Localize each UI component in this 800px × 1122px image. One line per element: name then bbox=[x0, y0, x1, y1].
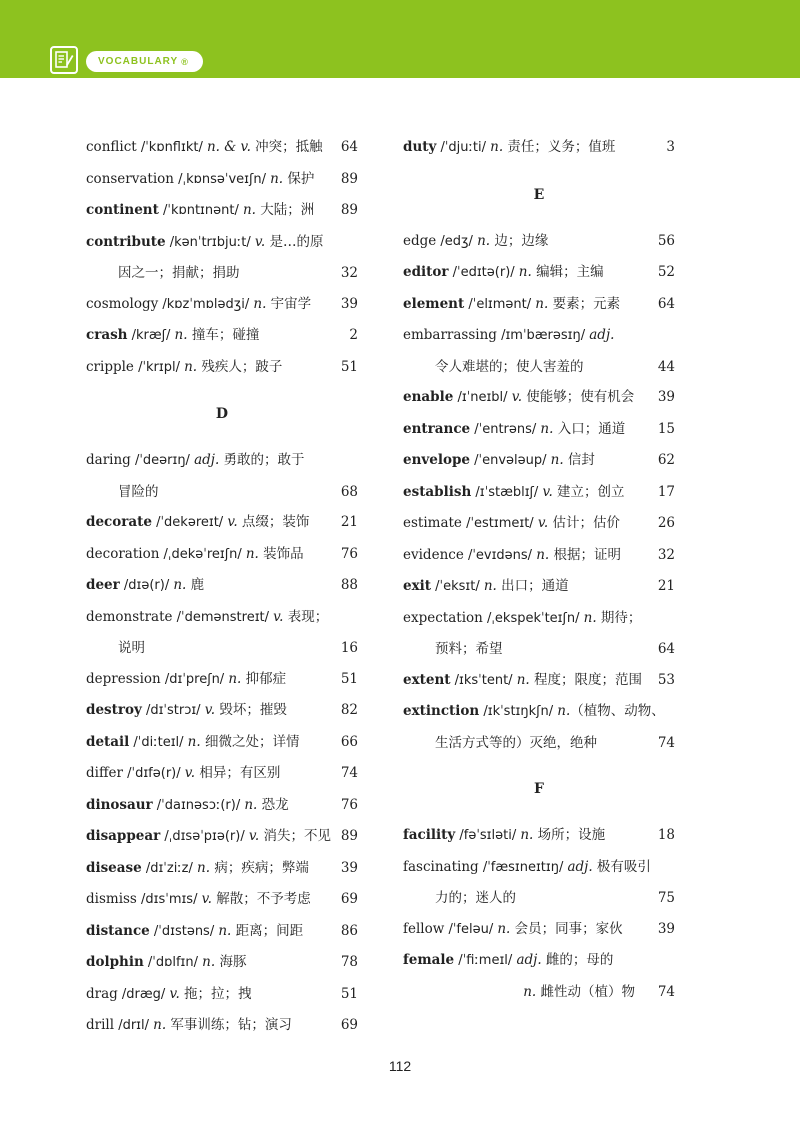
headword: drill bbox=[86, 1017, 115, 1033]
vocab-entry bbox=[86, 507, 358, 539]
part-of-speech: n. bbox=[184, 358, 198, 375]
phonetic: /ˌkɒnsəˈveɪʃn/ bbox=[174, 171, 271, 187]
definition: 毁坏；摧毁 bbox=[215, 702, 287, 718]
page-ref: 18 bbox=[657, 827, 675, 843]
page-ref: 69 bbox=[340, 891, 358, 907]
page-ref: 44 bbox=[657, 358, 675, 375]
headword: estimate bbox=[403, 515, 462, 531]
definition: 建立；创立 bbox=[552, 483, 625, 500]
headword: disappear bbox=[86, 828, 161, 844]
definition: 雌的；母的 bbox=[541, 952, 614, 968]
part-of-speech: n. bbox=[483, 578, 497, 594]
vocab-entry bbox=[86, 695, 358, 727]
vocab-entry bbox=[403, 477, 675, 509]
part-of-speech: n. bbox=[153, 1017, 167, 1033]
definition-continuation bbox=[86, 633, 358, 664]
part-of-speech: v. bbox=[201, 891, 212, 907]
phonetic: /ˈkɒnflɪkt/ bbox=[136, 140, 207, 155]
part-of-speech: n. bbox=[253, 295, 267, 312]
headword: demonstrate bbox=[86, 608, 173, 625]
header-bar bbox=[0, 0, 800, 78]
page-ref: 82 bbox=[340, 702, 358, 718]
part-of-speech: n. bbox=[583, 609, 597, 626]
headword: dinosaur bbox=[86, 796, 153, 813]
phonetic: /ˈenvələup/ bbox=[470, 453, 551, 468]
headword: duty bbox=[403, 139, 437, 155]
section-letter: D bbox=[215, 406, 229, 422]
definition: 编辑；主编 bbox=[531, 264, 604, 280]
definition: 解散；不予考虑 bbox=[211, 891, 311, 907]
definition: 消失；不见 bbox=[259, 828, 331, 844]
part-of-speech: n. bbox=[202, 954, 216, 970]
phonetic: /ˈdɪstəns/ bbox=[149, 923, 219, 939]
headword: crash bbox=[86, 327, 128, 343]
headword: depression bbox=[86, 670, 161, 687]
registered-mark: ® bbox=[181, 56, 189, 67]
page-ref: 26 bbox=[657, 515, 675, 531]
vocab-entry bbox=[403, 914, 675, 946]
part-of-speech: adj. bbox=[567, 858, 593, 875]
vocab-entry bbox=[86, 758, 358, 790]
definition: 撞车；碰撞 bbox=[187, 327, 260, 343]
page-ref: 89 bbox=[340, 202, 358, 218]
phonetic: /ˈdekəreɪt/ bbox=[151, 515, 228, 530]
page-ref: 39 bbox=[657, 389, 675, 405]
page-ref: 3 bbox=[666, 139, 675, 155]
definition-continuation bbox=[403, 883, 675, 914]
headword: entrance bbox=[403, 420, 471, 437]
definition: 装饰品 bbox=[258, 545, 304, 562]
section-label bbox=[86, 51, 203, 72]
definition: 点缀；装饰 bbox=[237, 514, 310, 530]
page-ref: 51 bbox=[340, 670, 358, 687]
definition: 使能够；使有机会 bbox=[522, 389, 635, 405]
definition: 宇宙学 bbox=[266, 295, 312, 312]
vocab-entry bbox=[86, 916, 358, 948]
headword: daring bbox=[86, 452, 131, 468]
page-ref: 64 bbox=[340, 139, 358, 155]
headword: decoration bbox=[86, 545, 160, 562]
vocab-entry bbox=[86, 195, 358, 227]
part-of-speech: n. bbox=[523, 983, 537, 1000]
definition: 信封 bbox=[563, 452, 595, 468]
phonetic: /dɪsˈmɪs/ bbox=[136, 892, 202, 907]
part-of-speech: v. bbox=[542, 483, 553, 500]
part-of-speech: adj. bbox=[516, 952, 542, 968]
definition-continuation bbox=[86, 258, 358, 289]
page-ref: 39 bbox=[657, 920, 675, 937]
vocab-entry bbox=[403, 820, 675, 852]
vocab-entry bbox=[403, 508, 675, 540]
part-of-speech: n. bbox=[535, 295, 549, 312]
part-of-speech: n. bbox=[218, 922, 232, 939]
part-of-speech: n. bbox=[518, 264, 532, 280]
definition: 根据；证明 bbox=[549, 546, 621, 563]
headword: establish bbox=[403, 483, 472, 500]
vocab-entry bbox=[403, 665, 675, 697]
headword: extent bbox=[403, 671, 451, 688]
phonetic: /ˈdɒlfɪn/ bbox=[143, 955, 203, 970]
definition: 鹿 bbox=[186, 577, 205, 593]
vocab-entry bbox=[403, 226, 675, 258]
part-of-speech: v. bbox=[227, 514, 238, 530]
headword: dolphin bbox=[86, 954, 144, 970]
phonetic: /ˈevɪdəns/ bbox=[463, 547, 537, 563]
vocab-entry bbox=[86, 445, 358, 477]
headword: differ bbox=[86, 765, 123, 781]
headword: element bbox=[403, 295, 465, 312]
page-ref: 62 bbox=[657, 452, 675, 468]
definition: 责任；义务；值班 bbox=[503, 139, 616, 155]
section-letter: F bbox=[534, 781, 544, 797]
headword: drag bbox=[86, 985, 118, 1002]
vocab-entry bbox=[403, 257, 675, 289]
page-ref: 74 bbox=[657, 734, 675, 751]
definition: 冲突；抵触 bbox=[250, 139, 323, 155]
definition: 相异；有区别 bbox=[195, 765, 281, 781]
page-ref: 52 bbox=[657, 264, 675, 280]
headword: editor bbox=[403, 264, 449, 280]
part-of-speech: n. bbox=[536, 546, 550, 563]
definition: 要素；元素 bbox=[548, 295, 621, 312]
part-of-speech: n. bbox=[497, 920, 511, 937]
headword: embarrassing bbox=[403, 327, 497, 343]
phonetic: /dræg/ bbox=[117, 986, 170, 1002]
phonetic: /ɪksˈtent/ bbox=[450, 672, 517, 688]
vocab-entry bbox=[86, 164, 358, 196]
part-of-speech: n. bbox=[242, 202, 256, 218]
definition: 场所；设施 bbox=[533, 827, 606, 843]
part-of-speech: n. bbox=[490, 139, 504, 155]
part-of-speech: v. bbox=[204, 702, 216, 718]
page-ref: 78 bbox=[340, 954, 358, 970]
page-ref: 39 bbox=[340, 295, 358, 312]
headword: distance bbox=[86, 922, 150, 939]
vocab-entry bbox=[403, 540, 675, 572]
definition: 出口；通道 bbox=[496, 578, 569, 594]
phonetic: /ˈdemənstreɪt/ bbox=[172, 609, 274, 625]
headword: disease bbox=[86, 859, 142, 876]
phonetic: /ˈdjuːti/ bbox=[436, 140, 491, 155]
headword: deer bbox=[86, 577, 120, 593]
definition-continuation bbox=[403, 977, 675, 1008]
part-of-speech: v. bbox=[511, 389, 523, 405]
vocab-entry bbox=[86, 853, 358, 885]
page-ref: 89 bbox=[340, 828, 358, 844]
definition: 极有吸引 bbox=[592, 858, 651, 875]
definition-continuation bbox=[86, 477, 358, 508]
phonetic: /dɪˈpreʃn/ bbox=[160, 671, 229, 687]
page-ref: 74 bbox=[657, 983, 675, 1000]
page-ref: 64 bbox=[657, 641, 675, 657]
part-of-speech: v. bbox=[169, 985, 180, 1002]
part-of-speech: v. bbox=[254, 233, 266, 250]
part-of-speech: n. bbox=[540, 420, 554, 437]
phonetic: /ˈeksɪt/ bbox=[431, 579, 484, 594]
part-of-speech: n. bbox=[550, 452, 564, 468]
page-number: 112 bbox=[388, 1058, 412, 1074]
page-ref: 89 bbox=[340, 170, 358, 187]
headword: envelope bbox=[403, 452, 470, 468]
part-of-speech: n. bbox=[197, 859, 211, 876]
part-of-speech: n. bbox=[516, 671, 530, 688]
page-ref: 17 bbox=[657, 483, 675, 500]
part-of-speech: n. & v. bbox=[206, 139, 251, 155]
vocab-entry bbox=[403, 945, 675, 977]
phonetic: /dɪˈziːz/ bbox=[141, 860, 198, 876]
part-of-speech: n. bbox=[245, 545, 259, 562]
headword: extinction bbox=[403, 703, 480, 719]
vocab-entry bbox=[403, 603, 675, 635]
vocab-entry bbox=[86, 320, 358, 352]
headword: facility bbox=[403, 827, 456, 843]
definition: 残疾人；跛子 bbox=[197, 358, 283, 375]
page-ref: 39 bbox=[340, 859, 358, 876]
definition-continuation bbox=[403, 634, 675, 665]
definition: 拖；拉；拽 bbox=[179, 985, 252, 1002]
page-ref: 51 bbox=[340, 985, 358, 1002]
part-of-speech: n. bbox=[187, 733, 201, 750]
definition: 入口；通道 bbox=[553, 420, 626, 437]
headword: conflict bbox=[86, 139, 137, 155]
definition: 表现； bbox=[283, 608, 329, 625]
phonetic: /ˈelɪmənt/ bbox=[464, 296, 536, 312]
part-of-speech: n. bbox=[557, 703, 571, 719]
page-ref: 74 bbox=[340, 765, 358, 781]
definition: 生活方式等的）灭绝，绝种 bbox=[435, 734, 597, 751]
part-of-speech: n. bbox=[244, 796, 258, 813]
phonetic: /ɪmˈbærəsɪŋ/ bbox=[496, 328, 590, 343]
phonetic: /ˈdeərɪŋ/ bbox=[130, 453, 195, 468]
definition: 说明 bbox=[118, 640, 145, 656]
vocab-entry bbox=[403, 571, 675, 603]
definition: 是…的原 bbox=[265, 233, 324, 250]
definition: 预料；希望 bbox=[435, 641, 503, 657]
page-ref: 21 bbox=[657, 578, 675, 594]
vocab-entry bbox=[86, 570, 358, 602]
definition-continuation bbox=[403, 728, 675, 759]
page-ref: 15 bbox=[657, 420, 675, 437]
part-of-speech: n. bbox=[520, 827, 534, 843]
vocab-entry bbox=[86, 884, 358, 916]
headword: exit bbox=[403, 578, 432, 594]
vocab-entry bbox=[403, 289, 675, 321]
vocab-entry bbox=[86, 289, 358, 321]
phonetic: /dɪə(r)/ bbox=[119, 578, 174, 593]
definition: 军事训练；钻；演习 bbox=[166, 1017, 292, 1033]
phonetic: /fəˈsɪləti/ bbox=[455, 828, 521, 843]
part-of-speech: adj. bbox=[194, 452, 220, 468]
phonetic: /ˈdɪfə(r)/ bbox=[123, 766, 185, 781]
page-ref: 69 bbox=[340, 1017, 358, 1033]
vocab-entry bbox=[403, 852, 675, 884]
definition: 距离；间距 bbox=[231, 922, 304, 939]
part-of-speech: n. bbox=[173, 577, 187, 593]
part-of-speech: n. bbox=[477, 232, 491, 249]
page-ref: 66 bbox=[340, 733, 358, 750]
page-ref: 75 bbox=[657, 890, 675, 906]
definition: 程度；限度；范围 bbox=[529, 671, 642, 688]
definition: 病；疾病；弊端 bbox=[210, 859, 309, 876]
definition-continuation bbox=[403, 352, 675, 383]
definition: 保护 bbox=[283, 170, 315, 187]
section-label-text: VOCABULARY bbox=[98, 56, 179, 67]
definition: 勇敢的；敢于 bbox=[219, 452, 305, 468]
phonetic: /ˈedɪtə(r)/ bbox=[448, 265, 519, 280]
right-column bbox=[403, 132, 675, 1007]
definition: 期待； bbox=[596, 609, 642, 626]
left-column bbox=[86, 132, 358, 1042]
part-of-speech: v. bbox=[273, 608, 284, 625]
definition: 大陆；洲 bbox=[255, 202, 315, 218]
page-ref: 51 bbox=[340, 358, 358, 375]
phonetic: /ɪkˈstɪŋkʃn/ bbox=[479, 704, 558, 719]
vocab-entry bbox=[86, 1010, 358, 1042]
page-ref: 32 bbox=[657, 546, 675, 563]
vocab-entry bbox=[403, 132, 675, 164]
phonetic: /ˈfiːmeɪl/ bbox=[454, 953, 517, 968]
section-letter: E bbox=[533, 186, 545, 203]
definition: 细微之处；详情 bbox=[200, 733, 300, 750]
headword: enable bbox=[403, 389, 454, 405]
phonetic: /ˌdɪsəˈpɪə(r)/ bbox=[160, 829, 249, 844]
phonetic: /ˈfæsɪneɪtɪŋ/ bbox=[478, 859, 568, 875]
part-of-speech: n. bbox=[174, 327, 188, 343]
notebook-pencil-icon bbox=[50, 46, 78, 74]
vocab-entry bbox=[86, 790, 358, 822]
page-ref: 86 bbox=[340, 922, 358, 939]
vocab-entry bbox=[86, 227, 358, 259]
page-ref: 16 bbox=[340, 640, 358, 656]
page-ref: 2 bbox=[349, 327, 358, 343]
definition: 边；边缘 bbox=[490, 232, 549, 249]
phonetic: /ˈkrɪpl/ bbox=[133, 359, 185, 375]
part-of-speech: v. bbox=[248, 828, 260, 844]
headword: contribute bbox=[86, 233, 166, 250]
headword: destroy bbox=[86, 702, 142, 718]
vocab-entry bbox=[86, 132, 358, 164]
vocab-entry bbox=[86, 602, 358, 634]
phonetic: /drɪl/ bbox=[114, 1018, 154, 1033]
vocab-entry bbox=[86, 947, 358, 979]
page-ref: 88 bbox=[340, 577, 358, 593]
phonetic: /ɪˈstæblɪʃ/ bbox=[471, 484, 543, 500]
part-of-speech: n. bbox=[270, 170, 284, 187]
page-ref: 76 bbox=[340, 796, 358, 813]
headword: decorate bbox=[86, 514, 152, 530]
definition: 令人难堪的；使人害羞的 bbox=[435, 358, 584, 375]
definition: 恐龙 bbox=[257, 796, 289, 813]
headword: conservation bbox=[86, 170, 174, 187]
phonetic: /kɒzˈmɒlədʒi/ bbox=[158, 296, 254, 312]
vocab-entry bbox=[403, 414, 675, 446]
phonetic: /kræʃ/ bbox=[127, 328, 175, 343]
headword: cosmology bbox=[86, 295, 159, 312]
headword: continent bbox=[86, 202, 159, 218]
phonetic: /ˈestɪmeɪt/ bbox=[461, 516, 538, 531]
page-ref: 32 bbox=[340, 265, 358, 281]
vocab-entry bbox=[86, 352, 358, 384]
headword: fascinating bbox=[403, 858, 479, 875]
definition: 抑郁症 bbox=[241, 670, 287, 687]
vocab-entry bbox=[86, 727, 358, 759]
part-of-speech: n. bbox=[228, 670, 242, 687]
page-ref: 64 bbox=[657, 295, 675, 312]
vocab-entry bbox=[86, 664, 358, 696]
phonetic: /ˌdekəˈreɪʃn/ bbox=[159, 546, 246, 562]
headword: female bbox=[403, 952, 455, 968]
definition: 估计；估价 bbox=[548, 515, 620, 531]
part-of-speech: v. bbox=[537, 515, 549, 531]
definition: （植物、动物、 bbox=[570, 703, 665, 719]
vocab-entry bbox=[403, 320, 675, 352]
definition: 会员；同事；家伙 bbox=[510, 920, 623, 937]
vocab-entry bbox=[86, 821, 358, 853]
phonetic: /ɪˈneɪbl/ bbox=[453, 390, 512, 405]
definition: 海豚 bbox=[215, 954, 247, 970]
page-ref: 76 bbox=[340, 545, 358, 562]
headword: dismiss bbox=[86, 891, 137, 907]
page-ref: 68 bbox=[340, 483, 358, 500]
definition: 因之一；捐献；捐助 bbox=[118, 265, 240, 281]
phonetic: /edʒ/ bbox=[436, 233, 478, 249]
vocab-entry bbox=[86, 539, 358, 571]
phonetic: /ˈdiːteɪl/ bbox=[129, 734, 188, 750]
definition: 冒险的 bbox=[118, 483, 159, 500]
headword: evidence bbox=[403, 546, 464, 563]
headword: detail bbox=[86, 733, 130, 750]
headword: fellow bbox=[403, 920, 445, 937]
phonetic: /dɪˈstrɔɪ/ bbox=[141, 703, 205, 718]
page-ref: 56 bbox=[657, 232, 675, 249]
vocab-entry bbox=[403, 382, 675, 414]
page-ref: 21 bbox=[340, 514, 358, 530]
definition: 雌性动（植）物 bbox=[536, 983, 635, 1000]
phonetic: /ˈfeləu/ bbox=[444, 921, 498, 937]
phonetic: /ˈdaɪnəsɔː(r)/ bbox=[152, 797, 245, 813]
headword: edge bbox=[403, 232, 437, 249]
phonetic: /ˌekspekˈteɪʃn/ bbox=[482, 610, 584, 626]
headword: cripple bbox=[86, 358, 134, 375]
vocab-entry bbox=[403, 696, 675, 728]
headword: expectation bbox=[403, 609, 483, 626]
vocab-entry bbox=[86, 979, 358, 1011]
phonetic: /ˈentrəns/ bbox=[470, 421, 541, 437]
part-of-speech: v. bbox=[184, 765, 196, 781]
vocab-entry bbox=[403, 445, 675, 477]
page-ref: 53 bbox=[657, 671, 675, 688]
phonetic: /ˈkɒntɪnənt/ bbox=[158, 203, 243, 218]
part-of-speech: adj. bbox=[589, 327, 615, 343]
phonetic: /kənˈtrɪbjuːt/ bbox=[165, 234, 255, 250]
definition: 力的；迷人的 bbox=[435, 890, 516, 906]
